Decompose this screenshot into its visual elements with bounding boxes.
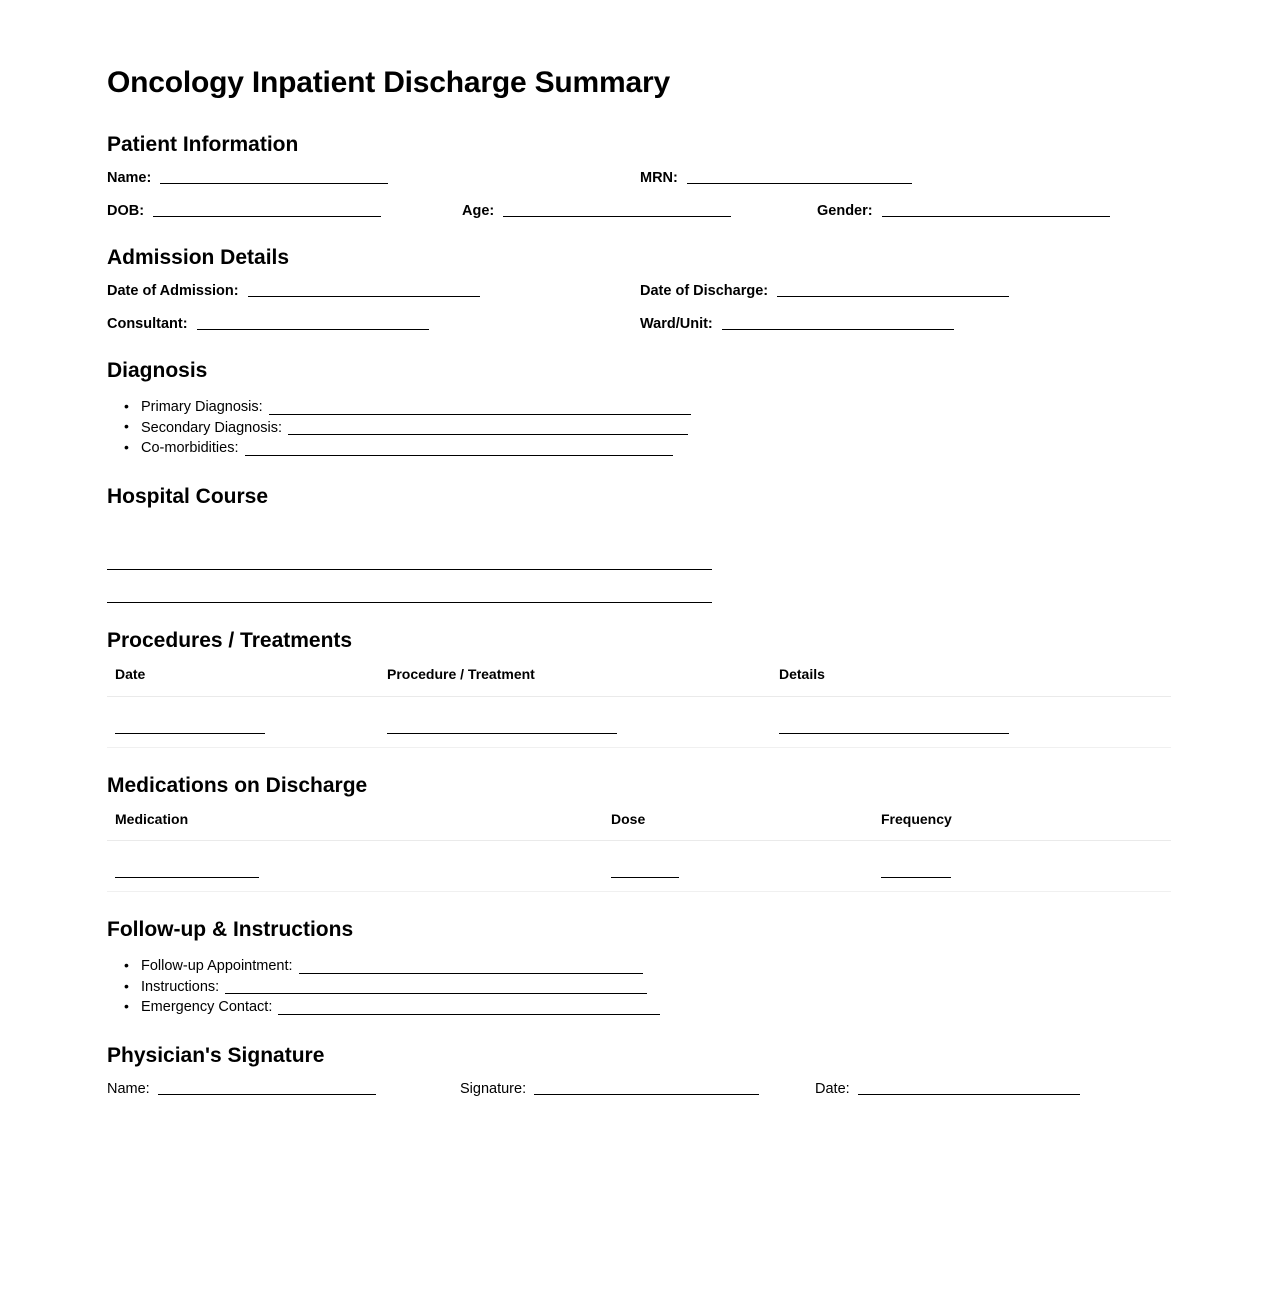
- section-follow-up-instructions: [107, 918, 1170, 1018]
- field-patient-name: [107, 171, 640, 187]
- medications-heading: Medications on Discharge: [107, 773, 368, 797]
- ward-unit-input[interactable]: [722, 329, 954, 330]
- patient-gender-label: Gender:: [817, 203, 873, 220]
- section-patient-information: [107, 133, 1170, 220]
- date-of-admission-input[interactable]: [248, 296, 480, 297]
- hospital-course-heading: Hospital Course: [107, 484, 269, 508]
- medications-table: [107, 812, 1171, 892]
- procedures-date-input[interactable]: [115, 733, 265, 734]
- procedures-col-details: Details: [771, 667, 1171, 696]
- section-hospital-course: [107, 485, 1170, 603]
- diagnosis-heading: Diagnosis: [107, 359, 208, 383]
- admission-details-heading: Admission Details: [107, 246, 290, 270]
- list-item: [141, 438, 1170, 459]
- patient-name-input[interactable]: [160, 183, 388, 184]
- list-item: [141, 418, 1170, 439]
- procedures-col-date: Date: [107, 667, 379, 696]
- emergency-contact-input[interactable]: [278, 1014, 660, 1015]
- field-patient-age: [462, 204, 817, 220]
- consultant-ward-row: [107, 317, 1170, 333]
- patient-gender-input[interactable]: [882, 216, 1110, 217]
- physician-date-input[interactable]: [858, 1094, 1080, 1095]
- patient-age-label: Age:: [462, 203, 495, 220]
- field-patient-gender: [817, 204, 1110, 220]
- physician-signature-row: [107, 1082, 1170, 1098]
- consultant-input[interactable]: [197, 329, 429, 330]
- patient-dob-age-gender-row: [107, 204, 1170, 220]
- procedures-cell-procedure[interactable]: [379, 696, 771, 747]
- instructions-input[interactable]: [225, 993, 647, 994]
- field-date-of-admission: [107, 284, 640, 300]
- patient-information-heading: Patient Information: [107, 133, 299, 156]
- follow-up-appointment-input[interactable]: [299, 973, 643, 974]
- field-patient-dob: [107, 204, 462, 220]
- patient-dob-label: DOB:: [107, 203, 145, 220]
- hospital-course-line-2[interactable]: [107, 570, 712, 603]
- diagnosis-list: [107, 397, 1170, 459]
- patient-mrn-input[interactable]: [687, 183, 912, 184]
- co-morbidities-label: • Co-morbidities:: [141, 440, 239, 457]
- list-item: [141, 397, 1170, 418]
- ward-unit-label: Ward/Unit:: [640, 316, 713, 333]
- patient-name-label: Name:: [107, 170, 152, 187]
- date-of-discharge-input[interactable]: [777, 296, 1009, 297]
- medications-col-dose: Dose: [603, 812, 873, 841]
- medications-cell-medication[interactable]: [107, 841, 603, 892]
- procedures-treatments-heading: Procedures / Treatments: [107, 629, 353, 653]
- follow-up-heading: Follow-up & Instructions: [107, 918, 354, 942]
- list-item: [141, 956, 1170, 977]
- section-procedures-treatments: [107, 629, 1170, 748]
- procedures-cell-date[interactable]: [107, 696, 379, 747]
- date-of-discharge-label: Date of Discharge:: [640, 283, 769, 300]
- list-item: [141, 977, 1170, 998]
- section-diagnosis: [107, 359, 1170, 459]
- field-consultant: [107, 317, 640, 333]
- physician-name-label: Name:: [107, 1081, 150, 1098]
- table-row: [107, 696, 1171, 747]
- medications-medication-input[interactable]: [115, 877, 259, 878]
- physician-name-input[interactable]: [158, 1094, 376, 1095]
- hospital-course-line-1[interactable]: [107, 537, 712, 570]
- follow-up-appointment-label: • Follow-up Appointment:: [141, 958, 293, 975]
- procedures-details-input[interactable]: [779, 733, 1009, 734]
- physician-signature-heading: Physician's Signature: [107, 1043, 325, 1067]
- field-physician-date: [815, 1082, 1080, 1098]
- procedures-col-procedure: Procedure / Treatment: [379, 667, 771, 696]
- hospital-course-lines: [107, 523, 1170, 603]
- section-medications-on-discharge: [107, 774, 1170, 893]
- field-patient-mrn: [640, 171, 912, 187]
- field-date-of-discharge: [640, 284, 1009, 300]
- table-row: [107, 841, 1171, 892]
- medications-cell-frequency[interactable]: [873, 841, 1171, 892]
- page-title: Oncology Inpatient Discharge Summary: [107, 66, 670, 99]
- co-morbidities-input[interactable]: [245, 455, 673, 456]
- field-physician-signature: [460, 1082, 815, 1098]
- field-ward-unit: [640, 317, 954, 333]
- primary-diagnosis-input[interactable]: [269, 414, 691, 415]
- medications-frequency-input[interactable]: [881, 877, 951, 878]
- patient-mrn-label: MRN:: [640, 170, 678, 187]
- medications-dose-input[interactable]: [611, 877, 679, 878]
- secondary-diagnosis-label: • Secondary Diagnosis:: [141, 419, 283, 436]
- medications-col-medication: Medication: [107, 812, 603, 841]
- procedures-procedure-input[interactable]: [387, 733, 617, 734]
- emergency-contact-label: • Emergency Contact:: [141, 999, 273, 1016]
- admission-discharge-date-row: [107, 284, 1170, 300]
- procedures-table: [107, 667, 1171, 747]
- follow-up-list: [107, 956, 1170, 1018]
- physician-signature-input[interactable]: [534, 1094, 759, 1095]
- physician-signature-label: Signature:: [460, 1081, 527, 1098]
- section-admission-details: [107, 246, 1170, 333]
- patient-dob-input[interactable]: [153, 216, 381, 217]
- medications-col-frequency: Frequency: [873, 812, 1171, 841]
- table-header-row: [107, 812, 1171, 841]
- physician-date-label: Date:: [815, 1081, 850, 1098]
- patient-name-mrn-row: [107, 171, 1170, 187]
- list-item: [141, 997, 1170, 1018]
- field-physician-name: [107, 1082, 460, 1098]
- primary-diagnosis-label: • Primary Diagnosis:: [141, 399, 263, 416]
- patient-age-input[interactable]: [503, 216, 731, 217]
- section-physician-signature: [107, 1044, 1170, 1098]
- medications-cell-dose[interactable]: [603, 841, 873, 892]
- procedures-cell-details[interactable]: [771, 696, 1171, 747]
- secondary-diagnosis-input[interactable]: [288, 434, 688, 435]
- table-header-row: [107, 667, 1171, 696]
- consultant-label: Consultant:: [107, 316, 188, 333]
- instructions-label: • Instructions:: [141, 978, 220, 995]
- date-of-admission-label: Date of Admission:: [107, 283, 239, 300]
